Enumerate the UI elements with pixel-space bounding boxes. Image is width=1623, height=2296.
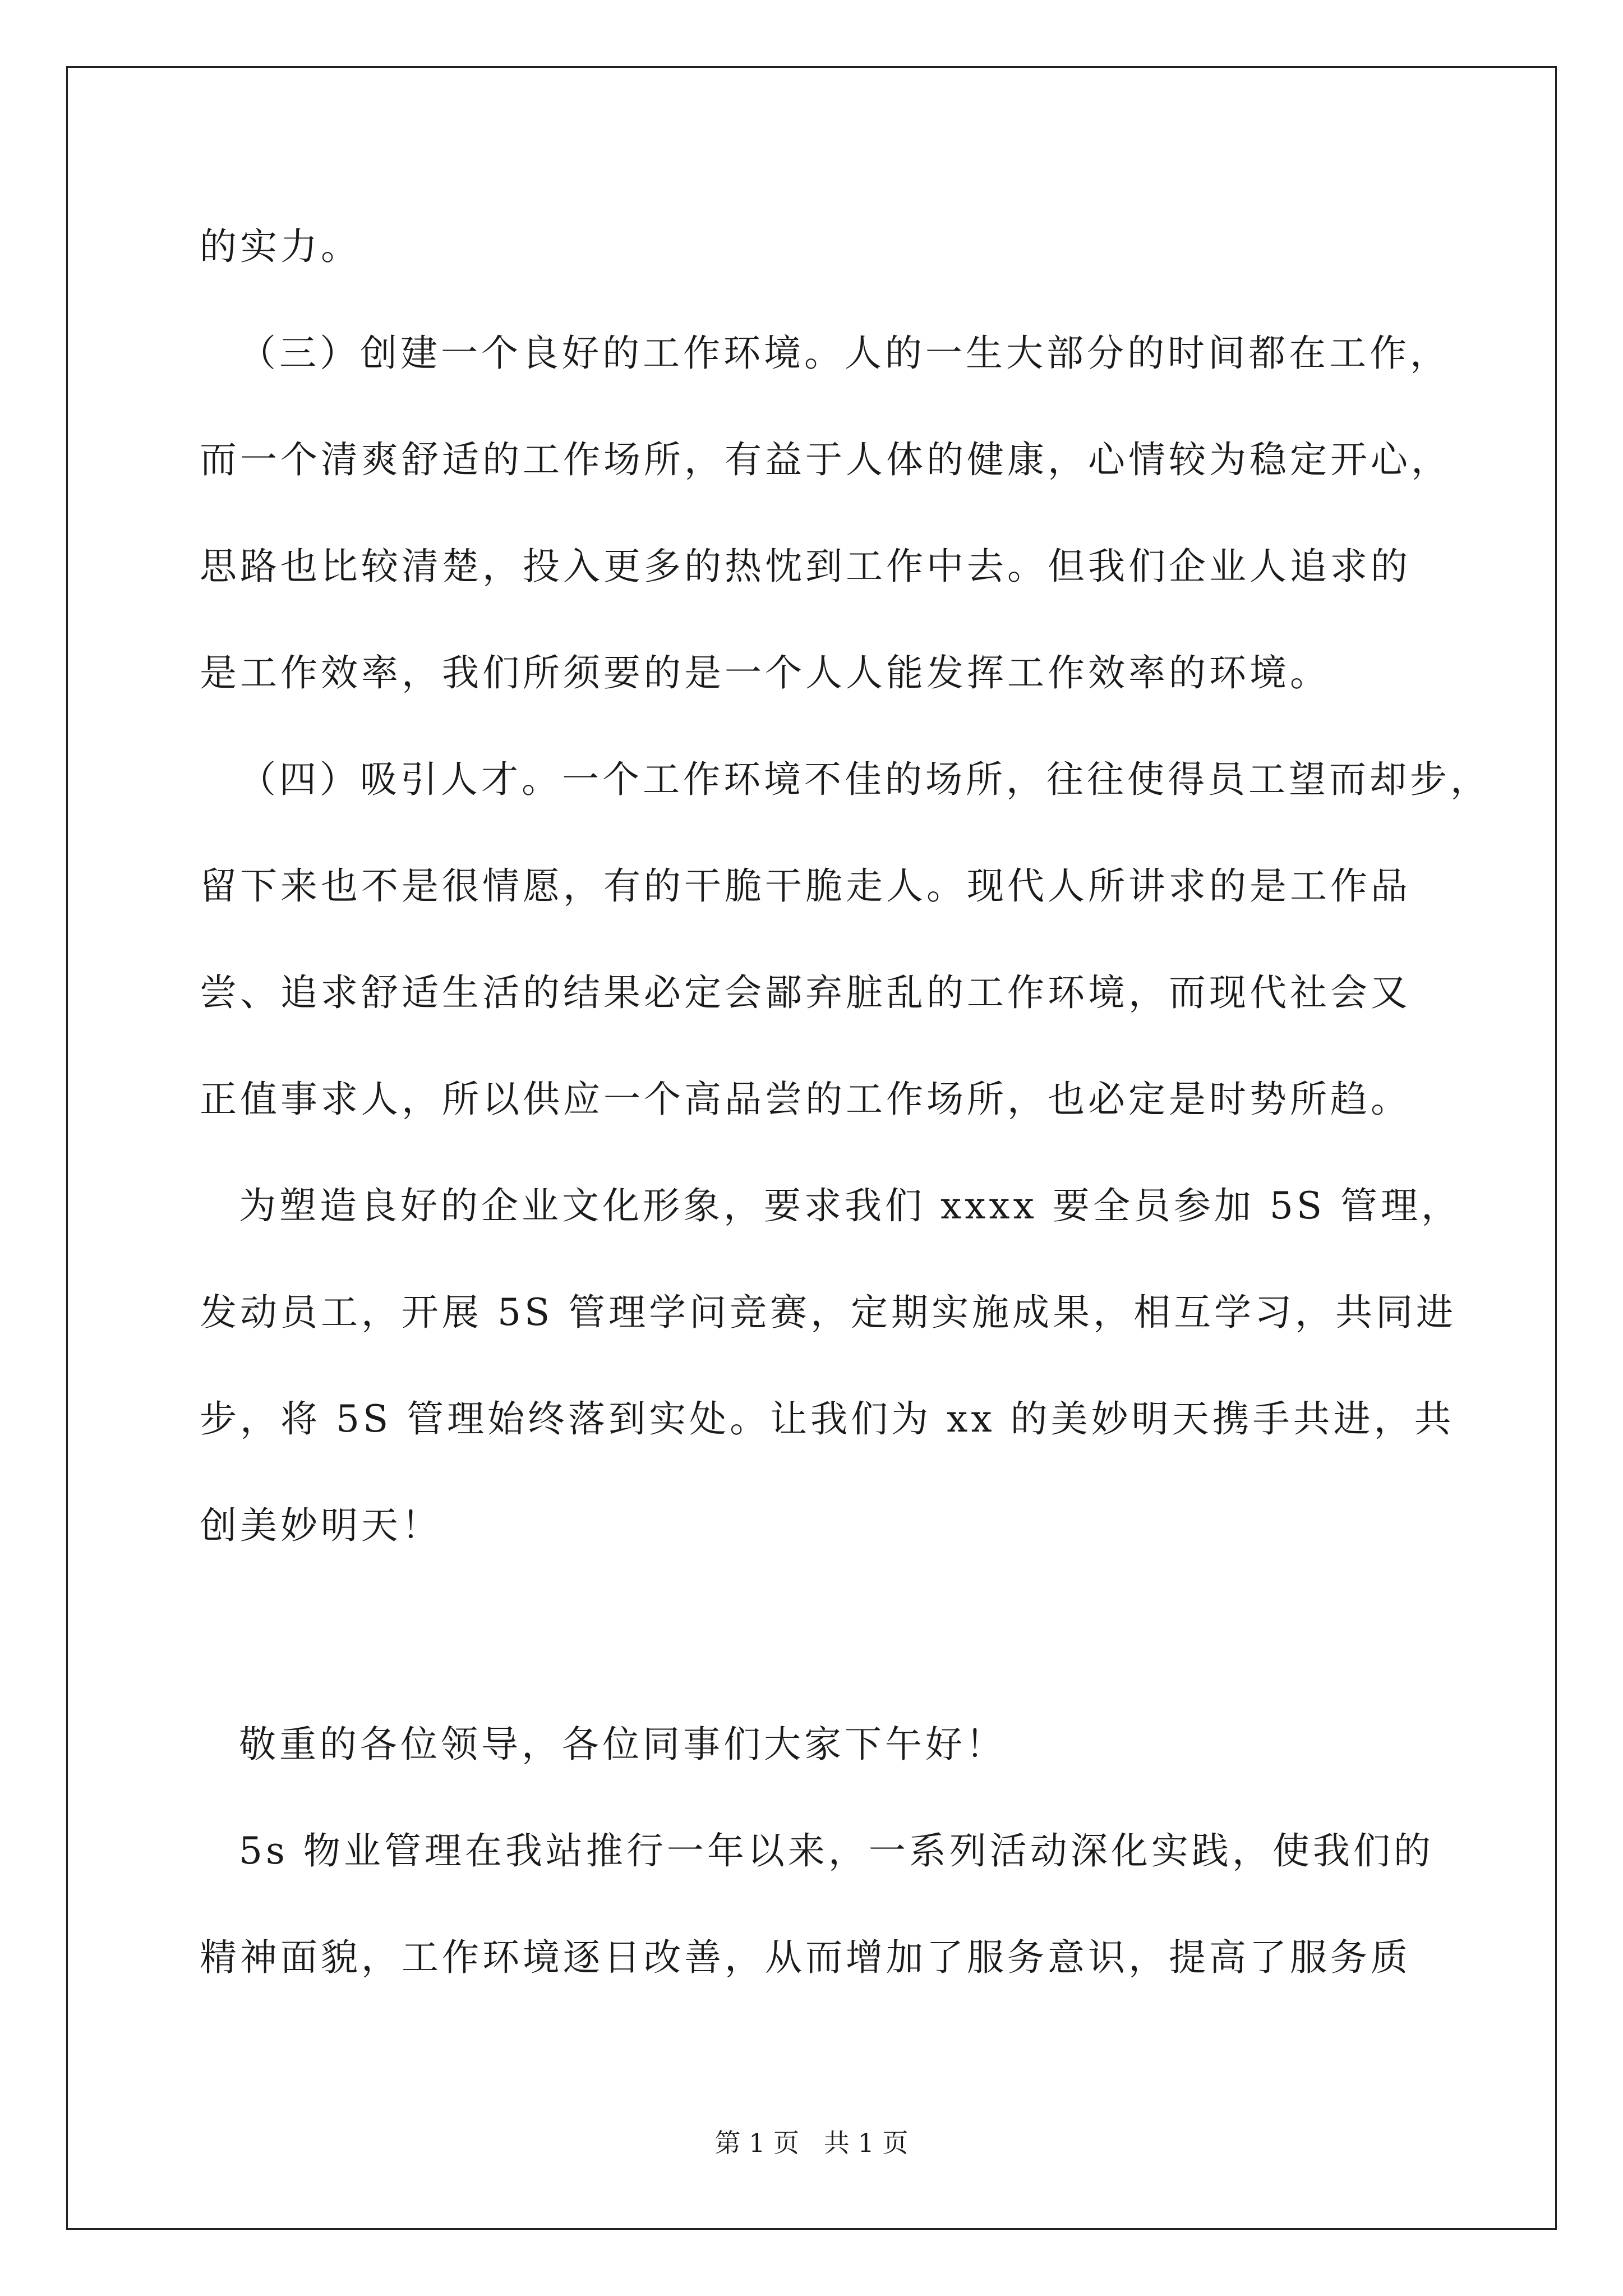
text-line: 发动员工，开展 5S 管理学问竞赛，定期实施成果，相互学习，共同进 (200, 1291, 1457, 1334)
text-line: 是工作效率，我们所须要的是一个人人能发挥工作效率的环境。 (200, 651, 1330, 694)
text-line: （四）吸引人才。一个工作环境不佳的场所，往往使得员工望而却步， (239, 758, 1491, 801)
page-number-footer: 第 1 页 共 1 页 (714, 2128, 909, 2158)
text-line: 敬重的各位领导，各位同事们大家下午好！ (239, 1723, 1006, 1766)
text-line: 尝、追求舒适生活的结果必定会鄙弃脏乱的工作环境，而现代社会又 (200, 971, 1411, 1014)
text-line: 正值事求人，所以供应一个高品尝的工作场所，也必定是时势所趋。 (200, 1078, 1411, 1121)
text-line: （三）创建一个良好的工作环境。人的一生大部分的时间都在工作， (239, 332, 1450, 375)
text-line: 留下来也不是很情愿，有的干脆干脆走人。现代人所讲求的是工作品 (200, 864, 1411, 908)
text-line: 创美妙明天！ (200, 1504, 442, 1547)
text-line: 步，将 5S 管理始终落到实处。让我们为 xx 的美妙明天携手共进，共 (200, 1397, 1455, 1441)
text-line: 的实力。 (200, 225, 361, 268)
page-border (66, 66, 1557, 2230)
text-line: 为塑造良好的企业文化形象，要求我们 xxxx 要全员参加 5S 管理， (239, 1184, 1462, 1227)
text-line: 精神面貌，工作环境逐日改善，从而增加了服务意识，提高了服务质 (200, 1936, 1411, 1979)
text-line: 5s 物业管理在我站推行一年以来，一系列活动深化实践，使我们的 (239, 1829, 1434, 1872)
text-line: 而一个清爽舒适的工作场所，有益于人体的健康，心情较为稳定开心， (200, 438, 1451, 481)
text-line: 思路也比较清楚，投入更多的热忱到工作中去。但我们企业人追求的 (200, 545, 1411, 588)
